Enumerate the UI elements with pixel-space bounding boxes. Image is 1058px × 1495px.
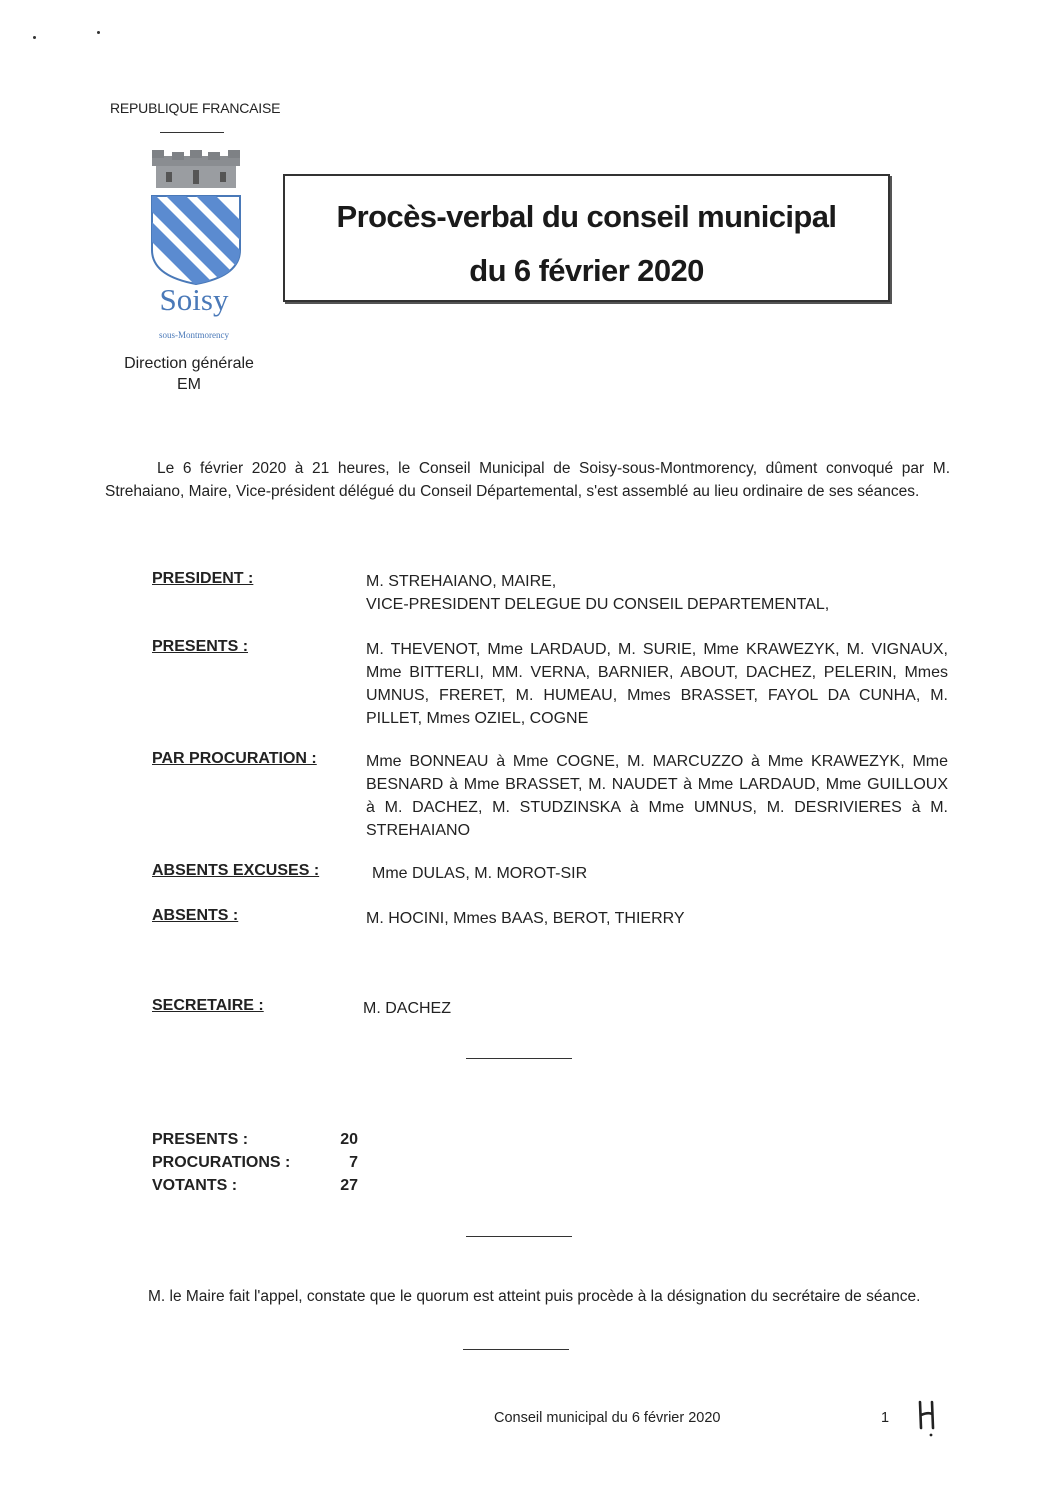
title-line-1: Procès-verbal du conseil municipal	[336, 199, 837, 234]
section-divider	[466, 1236, 572, 1237]
absents-excuses-label: ABSENTS EXCUSES :	[152, 862, 320, 879]
direction-label: Direction générale	[124, 355, 254, 372]
footer-text: Conseil municipal du 6 février 2020	[494, 1410, 721, 1426]
intro-paragraph: Le 6 février 2020 à 21 heures, le Conseil Municipal de Soisy-sous-Montmorency, dûment convoqué par M. Strehaiano, Maire, Vice-président délégué du Conseil Départemental, s'est assemblé au lieu ordinaire de ses séances.	[105, 460, 950, 500]
document-title	[283, 190, 890, 298]
closing-paragraph: M. le Maire fait l'appel, constate que le quorum est atteint puis procède à la désignation du secrétaire de séance.	[148, 1288, 921, 1305]
scan-speck	[97, 31, 100, 34]
logo-subtitle: sous-Montmorency	[159, 330, 229, 340]
presents-label: PRESENTS :	[152, 638, 249, 655]
section-divider	[466, 1058, 572, 1059]
secretaire-value: M. DACHEZ	[363, 1000, 451, 1017]
scan-speck	[33, 36, 36, 39]
header-rule	[160, 132, 224, 133]
president-line-1: M. STREHAIANO, MAIRE,	[366, 573, 557, 590]
direction-block	[114, 353, 264, 395]
town-coat-of-arms-logo	[146, 150, 246, 350]
secretaire-label: SECRETAIRE :	[152, 997, 264, 1014]
procuration-label: PAR PROCURATION :	[152, 750, 317, 767]
summary-presents-label: PRESENTS :	[152, 1131, 249, 1148]
absents-value: M. HOCINI, Mmes BAAS, BEROT, THIERRY	[366, 910, 685, 927]
title-line-2: du 6 février 2020	[469, 253, 704, 288]
page-number: 1	[881, 1410, 890, 1426]
logo-town-name: Soisy	[159, 282, 229, 317]
handwritten-initial-signature	[914, 1398, 940, 1438]
president-label: PRESIDENT :	[152, 570, 254, 587]
section-divider	[463, 1349, 569, 1350]
direction-initials: EM	[177, 376, 201, 393]
summary-presents-value: 20	[340, 1131, 358, 1148]
summary-votants-label: VOTANTS :	[152, 1177, 238, 1194]
president-line-2: VICE-PRESIDENT DELEGUE DU CONSEIL DEPARTEMENTAL,	[366, 596, 830, 613]
procuration-value: Mme BONNEAU à Mme COGNE, M. MARCUZZO à Mme KRAWEZYK, Mme BESNARD à Mme BRASSET, M. NAUDET à Mme LARDAUD, Mme GUILLOUX à M. DACHEZ, M. STUDZINSKA à Mme UMNUS, M. DESRIVIERES à M. STREHAIANO	[366, 753, 948, 839]
summary-votants-value: 27	[340, 1177, 358, 1194]
presents-value: M. THEVENOT, Mme LARDAUD, M. SURIE, Mme KRAWEZYK, M. VIGNAUX, Mme BITTERLI, MM. VERNA, BARNIER, ABOUT, DACHEZ, PELERIN, Mmes UMNUS, FRERET, M. HUMEAU, Mmes BRASSET, FAYOL DA CUNHA, M. PILLET, Mmes OZIEL, COGNE	[366, 641, 948, 727]
republique-header: REPUBLIQUE FRANCAISE	[110, 100, 281, 116]
president-value	[366, 570, 948, 616]
summary-procurations-label: PROCURATIONS :	[152, 1154, 291, 1171]
summary-procurations-value: 7	[349, 1154, 358, 1171]
absents-excuses-value: Mme DULAS, M. MOROT-SIR	[372, 865, 588, 882]
absents-label: ABSENTS :	[152, 907, 239, 924]
